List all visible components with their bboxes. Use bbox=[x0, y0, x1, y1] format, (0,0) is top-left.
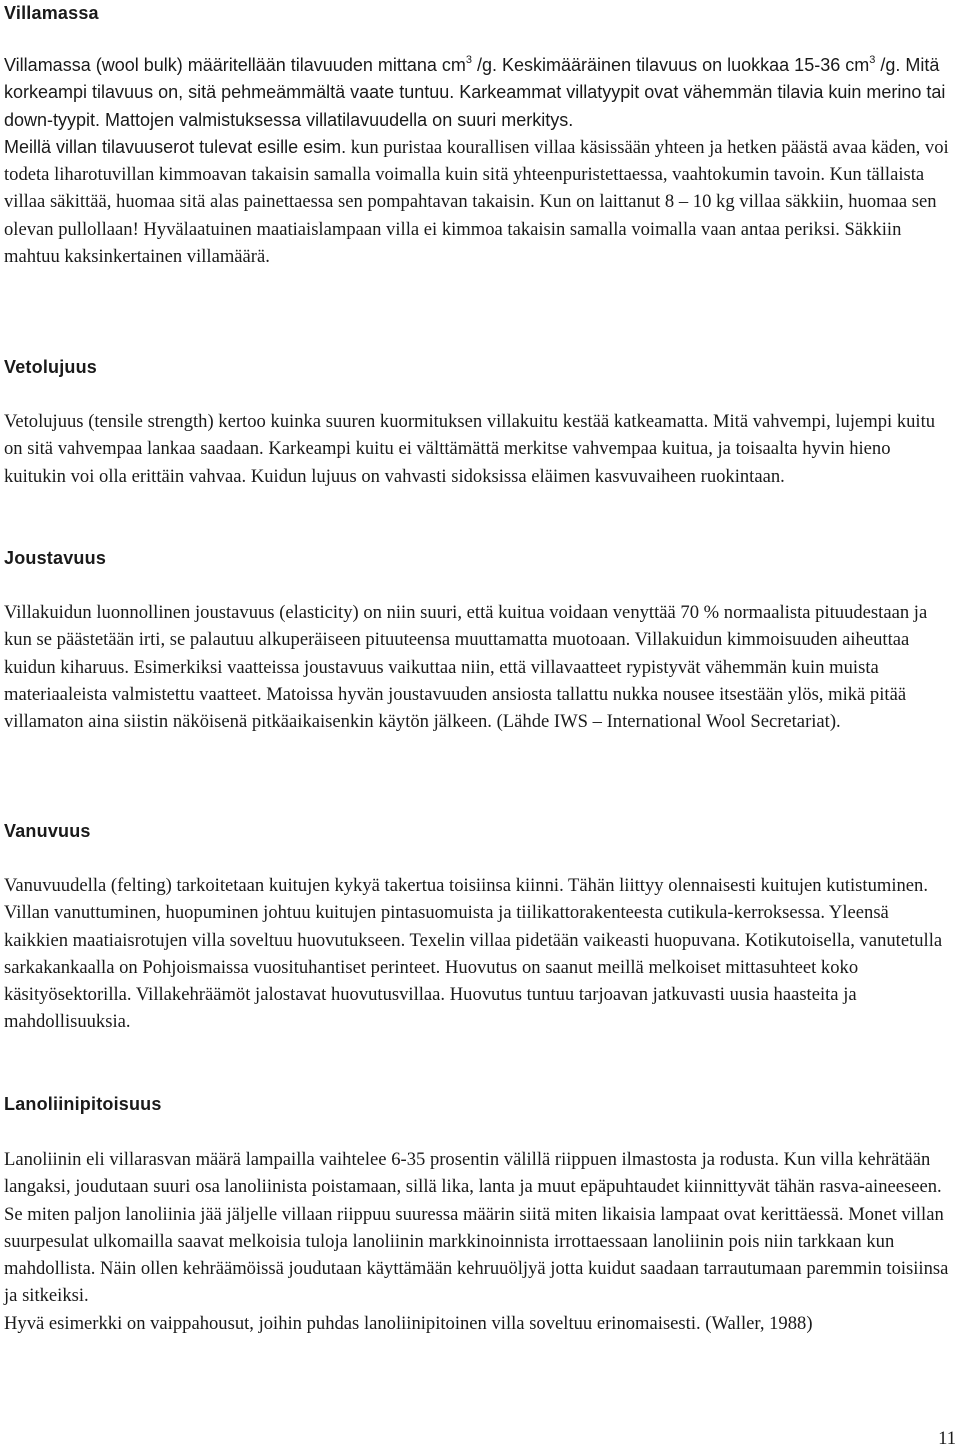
heading-villamassa: Villamassa bbox=[4, 3, 99, 23]
section-lanoliini-body bbox=[4, 1146, 954, 1337]
paragraph-vetolujuus: Vetolujuus (tensile strength) kertoo kuinka suuren kuormituksen villakuitu kestää katkeamatta. Mitä vahvempi, lujempi kuitu on sitä vahvempaa lankaa saadaan. Karkeampi kuitu ei välttämättä merkitse vahvempaa kuitua, ja toisaalta hyvin hieno kuitukin voi olla erittäin vahvaa. Kuidun lujuus on vahvasti sidoksissa eläimen kasvuvaiheen ruokintaan. bbox=[4, 411, 936, 487]
paragraph-lanoliini-1: Lanoliinin eli villarasvan määrä lampailla vaihtelee 6-35 prosentin välillä riippuen ilmastosta ja rodusta. Kun villa kehrätään langaksi, joudutaan suuri osa lanoliinista poistamaan, sillä lika, lanta ja muut epäpuhtaudet kiinnittyvät tähän rasva-aineeseen. Se miten paljon lanoliinia jää jäljelle villaan riippuu suuressa määrin siitä miten likaisia lampaat ovat kerittäessä. Monet villan suurpesulat ulkomailla saavat melkoisia tuloja lanoliinin markkinoinnista irrottaessaan lanoliinin pois niin tarkkaan kun mahdollista. Näin ollen kehräämöissä joudutaan käyttämään kehruuöljyä jotta kuidut saadaan tarrautumaan paremmin toisiinsa ja sitkeiksi. bbox=[4, 1149, 949, 1307]
paragraph-lanoliini-2: Hyvä esimerkki on vaippahousut, joihin puhdas lanoliinipitoinen villa soveltuu erinomaisesti. (Waller, 1988) bbox=[4, 1312, 813, 1334]
paragraph-villamassa-1: Villamassa (wool bulk) määritellään tilavuuden mittana $cm^3$ /g. Keskimääräinen tilavuus on luokkaa 15-36 $cm^3$ /g. Mitä korkeampi tilavuus on, sitä pehmeämmältä vaate tuntuu. Karkeammat villatyypit ovat vähemmän tilavia kuin merino tai down-tyypit. Mattojen valmistuksessa villatilavuudella on suuri merkitys. bbox=[4, 54, 946, 130]
paragraph-joustavuus: Villakuidun luonnollinen joustavuus (elasticity) on niin suuri, että kuitua voidaan venyttää 70 % normaalista pituudestaan ja kun se päästetään irti, se palautuu alkuperäiseen pituuteensa muuttamatta muotoaan. Villakuidun kimmoisuuden aiheuttaa kuidun kiharuus. Esimerkiksi vaatteissa joustavuus vaikuttaa niin, että villavaatteet rypistyvät vähemmän kuin muista materiaaleista valmistettu vaatteet. Matoissa hyvän joustavuuden ansiosta tallattu nukka nousee itsestään ylös, mikä pitää villamaton aina siistin näköisenä pitkäaikaisenkin käytön jälkeen. (Lähde IWS – International Wool Secretariat). bbox=[4, 602, 928, 733]
heading-lanoliinipitoisuus: Lanoliinipitoisuus bbox=[4, 1094, 162, 1114]
heading-vetolujuus: Vetolujuus bbox=[4, 357, 98, 377]
section-villamassa-body bbox=[4, 52, 954, 270]
page-number: 11 bbox=[938, 1428, 956, 1449]
heading-joustavuus: Joustavuus bbox=[4, 548, 107, 568]
paragraph-villamassa-2: Meillä villan tilavuuserot tulevat esille esim. kun puristaa kourallisen villaa käsissään yhteen ja hetken päästä avaa käden, voi todeta liharotuvillan kimmoavan takaisin samalla voimalla kuin sitä yhteenpuristettaessa, vaahtokumin tavoin. Kun tällaista villaa säkittää, huomaa sitä alas painettaessa sen pompahtavan takaisin. Kun on laittanut 8 – 10 kg villaa säkkiin, huomaa sen olevan pullollaan! Hyvälaatuinen maatiaislampaan villa ei kimmoa takaisin samalla voimalla vaan antaa periksi. Säkkiin mahtuu kaksinkertainen villamäärä. bbox=[4, 136, 949, 268]
paragraph-vanuvuus: Vanuvuudella (felting) tarkoitetaan kuitujen kykyä takertua toisiinsa kiinni. Tähän liittyy olennaisesti kuitujen kutistuminen. Villan vanuttuminen, huopuminen johtuu kuitujen pintasuomuista ja tiilikattorakenteesta cutikula-kerroksessa. Yleensä kaikkien maatiaisrotujen villa soveltuu huovutukseen. Texelin villaa pidetään vaikeasti huopuvana. Kotikutoisella, vanutetulla sarkakankaalla on Pohjoismaissa vuosituhantiset perinteet. Huovutus on saanut meillä melkoiset mittasuhteet koko käsityösektorilla. Villakehräämöt jalostavat huovutusvillaa. Huovutus tuntuu tarjoavan jatkuvasti uusia haasteita ja mahdollisuuksia. bbox=[4, 875, 943, 1033]
heading-vanuvuus: Vanuvuus bbox=[4, 821, 91, 841]
